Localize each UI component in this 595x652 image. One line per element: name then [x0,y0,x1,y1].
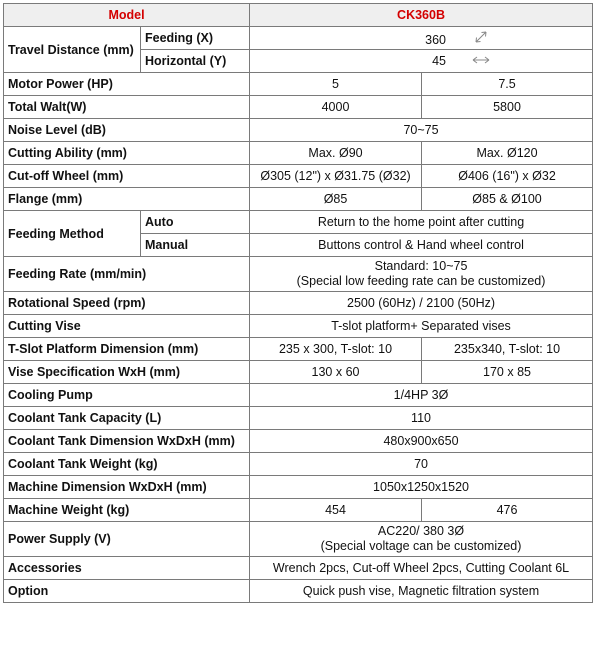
travel-distance-label: Travel Distance (mm) [4,27,141,73]
power-supply-line1: AC220/ 380 3Ø [377,524,465,538]
table-row [4,142,593,165]
cut-off-wheel-label: Cut-off Wheel (mm) [4,165,250,188]
horizontal-y-value-cell [250,50,593,73]
power-supply-line2: (Special voltage can be customized) [320,539,522,553]
table-row [4,361,593,384]
table-row [4,384,593,407]
table-row [4,407,593,430]
table-row [4,211,593,234]
cooling-pump-value: 1/4HP 3Ø [250,384,593,407]
coolant-tank-weight-label: Coolant Tank Weight (kg) [4,453,250,476]
cut-off-wheel-b: Ø406 (16") x Ø32 [422,165,593,188]
coolant-tank-capacity-label: Coolant Tank Capacity (L) [4,407,250,430]
horizontal-y-value: 45 [432,54,447,68]
total-walt-b: 5800 [422,96,593,119]
feeding-rate-value [250,257,593,292]
flange-a: Ø85 [250,188,422,211]
power-supply-label: Power Supply (V) [4,522,250,557]
table-row [4,557,593,580]
noise-level-value: 70~75 [250,119,593,142]
machine-weight-b: 476 [422,499,593,522]
vise-specification-b: 170 x 85 [422,361,593,384]
feeding-manual-value: Buttons control & Hand wheel control [250,234,593,257]
model-value: CK360B [250,4,593,27]
table-row [4,430,593,453]
machine-weight-label: Machine Weight (kg) [4,499,250,522]
table-row [4,315,593,338]
feeding-x-value-cell [250,27,593,50]
accessories-label: Accessories [4,557,250,580]
power-supply-value [250,522,593,557]
cutting-vise-label: Cutting Vise [4,315,250,338]
motor-power-b: 7.5 [422,73,593,96]
feeding-rate-line2: (Special low feeding rate can be customized) [296,274,546,288]
feeding-auto-value: Return to the home point after cutting [250,211,593,234]
table-row [4,580,593,603]
table-row [4,188,593,211]
table-row [4,453,593,476]
diagonal-double-arrow-icon [446,30,516,47]
rotational-speed-value: 2500 (60Hz) / 2100 (50Hz) [250,292,593,315]
t-slot-platform-b: 235x340, T-slot: 10 [422,338,593,361]
total-walt-label: Total Walt(W) [4,96,250,119]
table-row [4,119,593,142]
feeding-manual-label: Manual [141,234,250,257]
table-row [4,499,593,522]
coolant-tank-weight-value: 70 [250,453,593,476]
option-value: Quick push vise, Magnetic filtration system [250,580,593,603]
feeding-rate-label: Feeding Rate (mm/min) [4,257,250,292]
table-row [4,165,593,188]
coolant-tank-dimension-value: 480x900x650 [250,430,593,453]
cutting-ability-a: Max. Ø90 [250,142,422,165]
cut-off-wheel-a: Ø305 (12") x Ø31.75 (Ø32) [250,165,422,188]
flange-label: Flange (mm) [4,188,250,211]
feeding-rate-line1: Standard: 10~75 [374,259,468,273]
table-row [4,96,593,119]
table-row [4,476,593,499]
coolant-tank-dimension-label: Coolant Tank Dimension WxDxH (mm) [4,430,250,453]
cutting-vise-value: T-slot platform+ Separated vises [250,315,593,338]
table-row [4,338,593,361]
cooling-pump-label: Cooling Pump [4,384,250,407]
machine-dimension-label: Machine Dimension WxDxH (mm) [4,476,250,499]
table-row [4,73,593,96]
noise-level-label: Noise Level (dB) [4,119,250,142]
motor-power-a: 5 [250,73,422,96]
total-walt-a: 4000 [250,96,422,119]
feeding-method-label: Feeding Method [4,211,141,257]
accessories-value: Wrench 2pcs, Cut-off Wheel 2pcs, Cutting Coolant 6L [250,557,593,580]
machine-weight-a: 454 [250,499,422,522]
motor-power-label: Motor Power (HP) [4,73,250,96]
model-label: Model [4,4,250,27]
t-slot-platform-a: 235 x 300, T-slot: 10 [250,338,422,361]
flange-b: Ø85 & Ø100 [422,188,593,211]
feeding-x-label: Feeding (X) [141,27,250,50]
cutting-ability-label: Cutting Ability (mm) [4,142,250,165]
rotational-speed-label: Rotational Speed (rpm) [4,292,250,315]
header-row [4,4,593,27]
horizontal-double-arrow-icon [446,54,516,68]
table-row [4,257,593,292]
table-row [4,27,593,50]
vise-specification-a: 130 x 60 [250,361,422,384]
spec-table [3,3,593,603]
machine-dimension-value: 1050x1250x1520 [250,476,593,499]
t-slot-platform-label: T-Slot Platform Dimension (mm) [4,338,250,361]
coolant-tank-capacity-value: 110 [250,407,593,430]
horizontal-y-label: Horizontal (Y) [141,50,250,73]
table-row [4,522,593,557]
option-label: Option [4,580,250,603]
table-row [4,292,593,315]
feeding-x-value: 360 [425,32,447,47]
cutting-ability-b: Max. Ø120 [422,142,593,165]
vise-specification-label: Vise Specification WxH (mm) [4,361,250,384]
feeding-auto-label: Auto [141,211,250,234]
